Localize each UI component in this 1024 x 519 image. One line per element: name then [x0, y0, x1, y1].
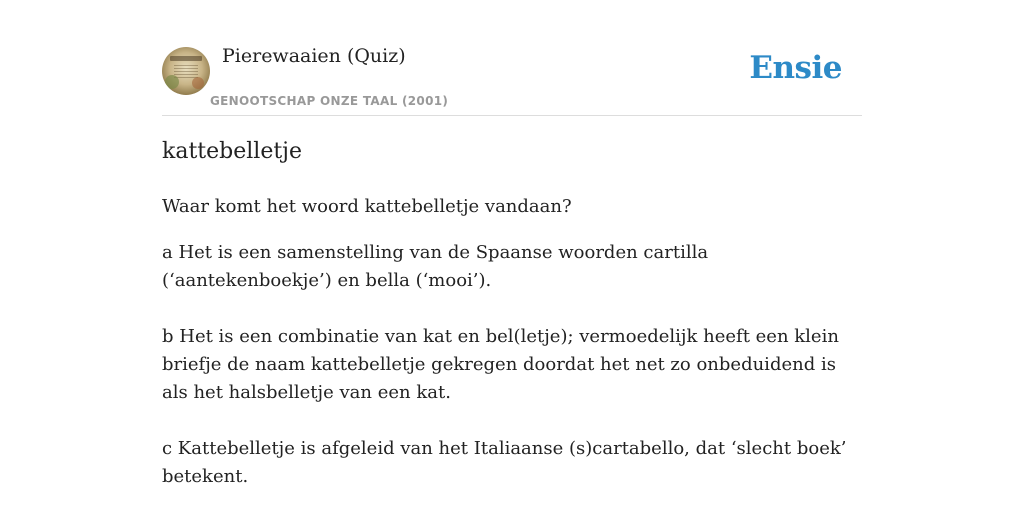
quiz-title-link[interactable]: Pierewaaien (Quiz) [222, 45, 406, 67]
ensie-logo[interactable]: Ensie [749, 50, 842, 86]
headword: kattebelletje [162, 139, 303, 164]
book-cover-icon[interactable] [162, 47, 210, 95]
entry-header [162, 0, 862, 116]
entry-card [162, 0, 862, 487]
answer-option-c: c Kattebelletje is afgeleid van het Italiaanse (s)cartabello, dat ‘slecht boek’ betekent. [162, 438, 847, 487]
source-label: GENOOTSCHAP ONZE TAAL (2001) [210, 94, 449, 108]
answer-option-a: a Het is een samenstelling van de Spaanse woorden cartilla (‘aantekenboekje’) en bella (‘mooi’). [162, 242, 709, 291]
answer-options [162, 239, 862, 519]
answer-option-b: b Het is een combinatie van kat en bel(letje); vermoedelijk heeft een klein briefje de naam kattebelletje gekregen doordat het net zo onbeduidend is als het halsbelletje van een kat. [162, 326, 839, 403]
cover-ornament [192, 77, 204, 89]
cover-ornament [165, 75, 179, 89]
cover-title-decoration [170, 56, 202, 61]
question-text: Waar komt het woord kattebelletje vandaan? [162, 196, 572, 217]
